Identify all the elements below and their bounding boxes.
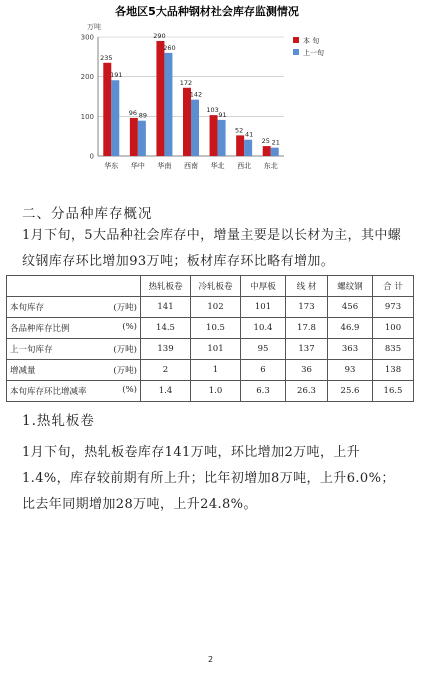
- col-header: 中厚板: [241, 276, 286, 297]
- col-header: 线 材: [286, 276, 328, 297]
- legend-label: 上一旬: [303, 49, 324, 57]
- table-cell: 14.5: [141, 318, 191, 339]
- subsection-heading-hot-rolled: 1.热轧板卷: [22, 413, 95, 429]
- table-cell: 26.3: [286, 381, 328, 402]
- table-cell: 95: [241, 339, 286, 360]
- table-cell: 16.5: [373, 381, 414, 402]
- data-label: 52: [235, 126, 244, 135]
- x-tick-label: 东北: [263, 162, 278, 170]
- row-label: [7, 297, 141, 318]
- bar: [218, 120, 226, 156]
- row-unit: (%): [122, 385, 137, 395]
- col-header: 合 计: [373, 276, 414, 297]
- table-cell: 100: [373, 318, 414, 339]
- data-label: 91: [218, 110, 227, 119]
- row-unit: (%): [122, 322, 137, 332]
- inventory-chart: [52, 0, 370, 190]
- table-cell: 17.8: [286, 318, 328, 339]
- table-cell: 101: [241, 297, 286, 318]
- data-label: 103: [206, 106, 219, 115]
- table-cell: 141: [141, 297, 191, 318]
- table-cell: 46.9: [328, 318, 373, 339]
- row-label: [7, 360, 141, 381]
- bar: [156, 41, 164, 156]
- legend-swatch: [293, 49, 299, 55]
- table-row: [7, 381, 414, 402]
- data-label: 21: [271, 138, 280, 147]
- table-cell: 973: [373, 297, 414, 318]
- table-cell: 93: [328, 360, 373, 381]
- col-header: 螺纹钢: [328, 276, 373, 297]
- y-axis-label: 万吨: [87, 23, 101, 31]
- row-unit: (万吨): [113, 366, 137, 376]
- y-tick-label: 100: [80, 112, 94, 121]
- bar: [271, 148, 279, 156]
- col-header: 冷轧板卷: [191, 276, 241, 297]
- bar: [130, 118, 138, 156]
- x-tick-label: 华北: [210, 162, 225, 170]
- table-cell: 173: [286, 297, 328, 318]
- bar: [164, 53, 172, 156]
- table-cell: 137: [286, 339, 328, 360]
- page-number: 2: [207, 655, 214, 664]
- table-cell: 6.3: [241, 381, 286, 402]
- row-name: 本旬库存环比增减率: [10, 387, 87, 397]
- table-row: [7, 297, 414, 318]
- table-cell: 1.0: [191, 381, 241, 402]
- table-cell: 138: [373, 360, 414, 381]
- data-label: 25: [261, 137, 270, 146]
- section-heading-varieties: 二、分品种库存概况: [22, 206, 153, 222]
- x-tick-label: 西北: [237, 162, 252, 170]
- table-cell: 36: [286, 360, 328, 381]
- bar: [244, 140, 252, 156]
- bar: [191, 100, 199, 156]
- table-cell: 25.6: [328, 381, 373, 402]
- y-tick-label: 300: [80, 33, 94, 42]
- y-tick-label: 0: [89, 152, 94, 161]
- bar: [111, 80, 119, 156]
- data-label: 235: [100, 53, 113, 62]
- table-cell: 10.5: [191, 318, 241, 339]
- table-cell: 363: [328, 339, 373, 360]
- bar: [138, 121, 146, 156]
- table-cell: 10.4: [241, 318, 286, 339]
- table-cell: 102: [191, 297, 241, 318]
- inventory-table: [6, 275, 414, 402]
- data-label: 41: [245, 130, 254, 139]
- row-name: 本旬库存: [10, 303, 45, 313]
- x-tick-label: 华南: [157, 162, 172, 170]
- table-row: [7, 360, 414, 381]
- data-label: 260: [163, 43, 176, 52]
- row-name: 增减量: [10, 366, 36, 376]
- row-label: [7, 339, 141, 360]
- x-tick-label: 华中: [130, 162, 145, 170]
- row-name: 上一旬库存: [10, 345, 53, 355]
- table-cell: 6: [241, 360, 286, 381]
- table-cell: 1: [191, 360, 241, 381]
- col-header: 热轧板卷: [141, 276, 191, 297]
- row-name: 各品种库存比例: [10, 324, 70, 334]
- paragraph-summary: 1月下旬，5大品种社会库存中，增量主要是以长材为主，其中螺纹钢库存环比增加93万吨；板材库存环比略有增加。: [22, 228, 402, 269]
- table-cell: 456: [328, 297, 373, 318]
- legend-swatch: [293, 37, 299, 43]
- table-row: [7, 318, 414, 339]
- chart-title: 各地区5大品种钢材社会库存监测情况: [115, 5, 299, 18]
- paragraph-hot-rolled: 1月下旬，热轧板卷库存141万吨，环比增加2万吨，上升1.4%，库存较前期有所上升；比年初增加8万吨，上升6.0%；比去年同期增加28万吨，上升24.8%。: [22, 445, 395, 512]
- row-unit: (万吨): [113, 345, 137, 355]
- table-header-blank: [7, 276, 141, 297]
- table-cell: 2: [141, 360, 191, 381]
- table-cell: 1.4: [141, 381, 191, 402]
- table-header-row: [7, 276, 414, 297]
- bar: [236, 135, 244, 156]
- row-unit: (万吨): [113, 303, 137, 313]
- data-label: 172: [179, 78, 193, 87]
- table-row: [7, 339, 414, 360]
- bar: [210, 115, 218, 156]
- data-label: 96: [128, 108, 137, 117]
- table-cell: 101: [191, 339, 241, 360]
- bar: [263, 146, 271, 156]
- row-label: [7, 318, 141, 339]
- row-label: [7, 381, 141, 402]
- legend-label: 本 旬: [303, 37, 320, 45]
- chart-svg: [52, 0, 370, 190]
- data-label: 89: [138, 111, 147, 120]
- x-tick-label: 西南: [184, 162, 198, 170]
- data-label: 290: [153, 31, 166, 40]
- data-label: 142: [189, 90, 203, 99]
- y-tick-label: 200: [80, 73, 94, 82]
- table-cell: 835: [373, 339, 414, 360]
- table-cell: 139: [141, 339, 191, 360]
- x-tick-label: 华东: [104, 162, 119, 170]
- data-label: 191: [110, 71, 123, 80]
